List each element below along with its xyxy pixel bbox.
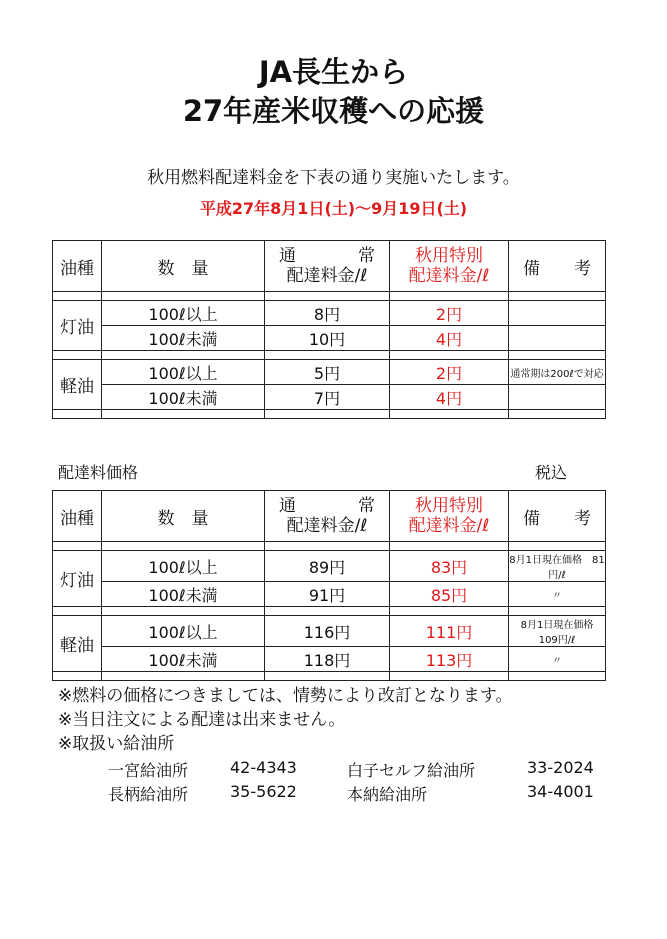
special-price-cell: 111円	[390, 616, 509, 647]
header-normal-fee	[265, 241, 390, 292]
station-name: 長柄給油所	[108, 785, 189, 804]
table-row	[53, 326, 606, 351]
special-fee-cell: 4円	[390, 385, 509, 410]
header-quantity: 数 量	[102, 241, 265, 292]
note-cell	[509, 326, 606, 351]
header-special-line2: 配達料金/ℓ	[408, 516, 490, 536]
header-special-line1: 秋用特別	[415, 496, 483, 516]
station-phone: 34-4001	[527, 782, 594, 801]
note-cell: 8月1日現在価格 109円/ℓ	[509, 616, 606, 647]
fuel-type-cell: 軽油	[53, 360, 102, 410]
table-row	[53, 551, 606, 582]
table-row	[53, 647, 606, 672]
normal-fee-cell: 10円	[265, 326, 390, 351]
station-phone: 33-2024	[527, 758, 594, 777]
header-normal-char-2: 常	[358, 246, 375, 266]
normal-price-cell: 89円	[265, 551, 390, 582]
fuel-type-cell: 軽油	[53, 616, 102, 672]
note-stations-heading: ※取扱い給油所	[58, 734, 175, 754]
note-same-day: ※当日注文による配達は出来ません。	[58, 710, 346, 730]
station-name: 本納給油所	[347, 785, 428, 804]
tax-included-label: 税込	[535, 463, 568, 482]
table-row	[53, 385, 606, 410]
qty-cell: 100ℓ以上	[102, 616, 265, 647]
header-note: 備 考	[509, 241, 606, 292]
special-fee-cell: 2円	[390, 301, 509, 326]
station-name: 白子セルフ給油所	[347, 761, 476, 780]
campaign-period: 平成27年8月1日(土)〜9月19日(土)	[199, 199, 468, 218]
normal-fee-cell: 8円	[265, 301, 390, 326]
table-row	[53, 616, 606, 647]
station-phone: 42-4343	[230, 758, 297, 777]
header-type: 油種	[53, 241, 102, 292]
header-special-fee	[390, 241, 509, 292]
normal-fee-cell: 7円	[265, 385, 390, 410]
header-normal-sub: 配達料金/ℓ	[286, 266, 368, 286]
header-normal-char-2: 常	[358, 496, 375, 516]
special-price-cell: 83円	[390, 551, 509, 582]
special-fee-cell: 4円	[390, 326, 509, 351]
title-line-1: JA長生から	[258, 55, 409, 89]
qty-cell: 100ℓ以上	[102, 551, 265, 582]
station-name: 一宮給油所	[108, 761, 189, 780]
table-header-row	[53, 491, 606, 542]
fuel-type-cell: 灯油	[53, 551, 102, 607]
fuel-type-cell: 灯油	[53, 301, 102, 351]
note-cell: 通常期は200ℓで対応	[509, 360, 606, 385]
title-line-2: 27年産米収穫への応援	[182, 94, 485, 128]
note-cell: 8月1日現在価格 81円/ℓ	[509, 551, 606, 582]
normal-fee-cell: 5円	[265, 360, 390, 385]
price-table	[52, 490, 606, 681]
header-special-line1: 秋用特別	[415, 246, 483, 266]
table-row	[53, 301, 606, 326]
station-phone: 35-5622	[230, 782, 297, 801]
note-cell: 〃	[509, 647, 606, 672]
delivery-fee-table	[52, 240, 606, 419]
header-normal-char-1: 通	[279, 496, 296, 516]
header-note: 備 考	[509, 491, 606, 542]
special-price-cell: 113円	[390, 647, 509, 672]
note-cell: 〃	[509, 582, 606, 607]
normal-price-cell: 116円	[265, 616, 390, 647]
qty-cell: 100ℓ未満	[102, 582, 265, 607]
qty-cell: 100ℓ未満	[102, 326, 265, 351]
normal-price-cell: 91円	[265, 582, 390, 607]
notes-block	[58, 684, 513, 756]
note-cell	[509, 301, 606, 326]
header-quantity: 数 量	[102, 491, 265, 542]
special-price-cell: 85円	[390, 582, 509, 607]
table-header-row	[53, 241, 606, 292]
qty-cell: 100ℓ以上	[102, 301, 265, 326]
table-row	[53, 360, 606, 385]
price-section-title: 配達料価格	[58, 463, 139, 482]
special-fee-cell: 2円	[390, 360, 509, 385]
note-price-revision: ※燃料の価格につきましては、情勢により改訂となります。	[58, 686, 513, 706]
qty-cell: 100ℓ未満	[102, 385, 265, 410]
table-row	[53, 582, 606, 607]
header-normal-char-1: 通	[279, 246, 296, 266]
intro-text: 秋用燃料配達料金を下表の通り実施いたします。	[147, 168, 520, 188]
header-special-line2: 配達料金/ℓ	[408, 266, 490, 286]
header-type: 油種	[53, 491, 102, 542]
qty-cell: 100ℓ未満	[102, 647, 265, 672]
qty-cell: 100ℓ以上	[102, 360, 265, 385]
header-normal-sub: 配達料金/ℓ	[286, 516, 368, 536]
header-special-fee	[390, 491, 509, 542]
header-normal-fee	[265, 491, 390, 542]
note-cell	[509, 385, 606, 410]
normal-price-cell: 118円	[265, 647, 390, 672]
